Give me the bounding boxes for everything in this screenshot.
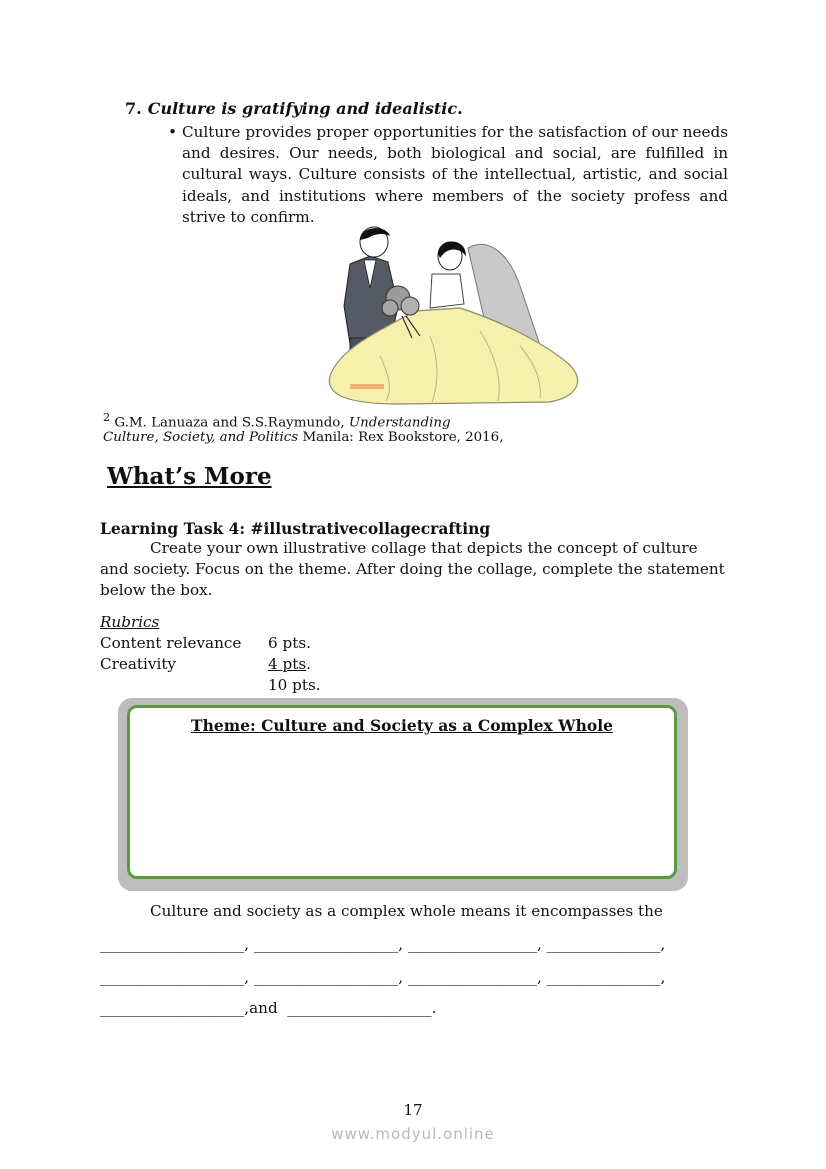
wedding-couple-illustration [320,226,585,408]
footnote-line-2: Culture, Society, and Politics Manila: Rex Bookstore, 2016, [103,430,504,445]
item-number: 7. [125,99,142,118]
answer-blanks-line-3[interactable]: ___________________,and ___________________. [100,999,437,1017]
watermark: www.modyul.online [331,1125,495,1143]
footnote-marker: 2 [103,411,111,424]
statement-text: Culture and society as a complex whole means it encompasses the [150,902,663,920]
bullet-paragraph [168,122,728,228]
item-title-end: . [457,99,463,118]
page-number: 17 [403,1101,423,1119]
item-heading [125,99,463,118]
rubric-name: Creativity [100,655,177,673]
rubric-points: 6 pts. [268,634,311,652]
answer-blanks-line-1[interactable]: ___________________, ___________________, _________________, _______________, [100,935,666,953]
rubric-total-points: 10 pts. [268,676,321,694]
collage-theme: Theme: Culture and Society as a Complex Whole [191,716,613,735]
task-instructions: Create your own illustrative collage that depicts the concept of culture and society. Focus on the theme. After doing the collage, complete the statement below the box. [100,539,725,599]
task-title: Learning Task 4: #illustrativecollagecrafting [100,519,491,538]
rubrics-label: Rubrics [100,613,160,631]
answer-blanks-line-2[interactable]: ___________________, ___________________, _________________, _______________, [100,968,666,986]
section-title: What’s More [107,463,272,490]
rubric-name: Content relevance [100,634,242,652]
bullet-icon: • [168,123,177,141]
footnote-line-1: $^2$ G.M. Lanuaza and S.S.Raymundo, Understanding [103,411,451,431]
item-title: Culture is gratifying and idealistic [147,99,458,118]
rubric-points: 4 pts. [268,655,311,673]
bullet-text: Culture provides proper opportunities for the satisfaction of our needs and desires. Our needs, both biological and social, are fulfilled in cultural ways. Culture consists of the intellectual, artistic, and social ideals, and institutions where members of the society profess and strive to confirm. [182,123,728,226]
